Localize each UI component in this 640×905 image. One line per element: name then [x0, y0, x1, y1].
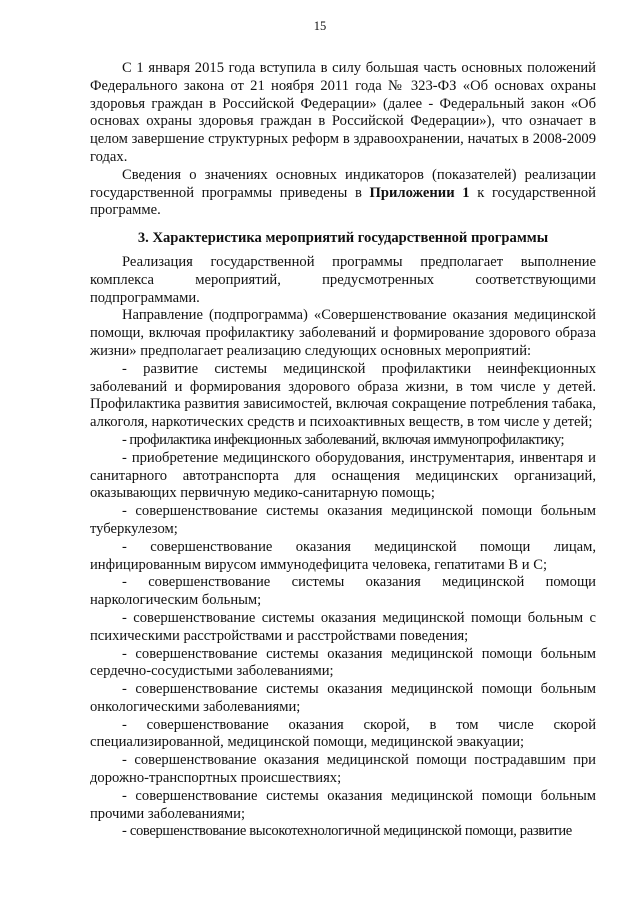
list-item: - совершенствование системы оказания медицинской помощи больным сердечно-сосудистыми заболеваниями;	[90, 646, 596, 682]
paragraph-implementation: Реализация государственной программы предполагает выполнение комплекса мероприятий, предусмотренных соответствующими подпрограммами.	[90, 253, 596, 306]
list-item: - совершенствование системы оказания медицинской помощи больным с психическими расстройствами и расстройствами поведения;	[90, 610, 596, 646]
document-body	[90, 60, 596, 841]
list-item: - совершенствование оказания скорой, в том числе скорой специализированной, медицинской помощи, медицинской эвакуации;	[90, 717, 596, 753]
list-item: - совершенствование высокотехнологичной медицинской помощи, развитие	[90, 823, 596, 841]
paragraph-direction: Направление (подпрограмма) «Совершенствование оказания медицинской помощи, включая профилактику заболеваний и формирование здорового образа жизни» предполагает реализацию следующих основных мероприятий:	[90, 307, 596, 359]
list-item: - совершенствование системы оказания медицинской помощи больным прочими заболеваниями;	[90, 788, 596, 824]
paragraph-indicators-text-start: Сведения о значениях основных индикаторов (показателей) реализации государственной программы приведены в	[90, 166, 596, 201]
paragraph-indicators-text-end: к государственной программе.	[90, 184, 596, 219]
list-item: - развитие системы медицинской профилактики неинфекционных заболеваний и формирования здорового образа жизни, в том числе у детей. Профилактика развития зависимостей, включая сокращение потребления табака, алкоголя, наркотических средств и психоактивных веществ, в том числе у детей;	[90, 361, 596, 432]
list-item: - совершенствование системы оказания медицинской помощи наркологическим больным;	[90, 574, 596, 610]
list-item: - совершенствование системы оказания медицинской помощи больным туберкулезом;	[90, 503, 596, 539]
section-heading: 3. Характеристика мероприятий государственной программы	[137, 230, 549, 247]
list-item: - совершенствование оказания медицинской помощи лицам, инфицированным вирусом иммунодефицита человека, гепатитами В и С;	[90, 539, 596, 575]
page-number: 15	[313, 19, 327, 33]
appendix-reference: Приложении 1	[369, 184, 470, 201]
paragraph-law-intro: С 1 января 2015 года вступила в силу большая часть основных положений Федерального закона от 21 ноября 2011 года № 323-ФЗ «Об основах охраны здоровья граждан в Российской Федерации» (далее - Федеральный закон «Об основах охраны здоровья граждан в Российской Федерации»), что означает в целом завершение структурных реформ в здравоохранении, начатых в 2008-2009 годах.	[90, 60, 596, 165]
list-item: - совершенствование системы оказания медицинской помощи больным онкологическими заболеваниями;	[90, 681, 596, 717]
list-item: - совершенствование оказания медицинской помощи пострадавшим при дорожно-транспортных происшествиях;	[90, 752, 596, 788]
measures-list	[90, 361, 596, 842]
paragraph-indicators	[90, 167, 596, 220]
list-item: - приобретение медицинского оборудования, инструментария, инвентаря и санитарного автотранспорта для оснащения медицинских организаций, оказывающих первичную медико-санитарную помощь;	[90, 450, 596, 503]
list-item: - профилактика инфекционных заболеваний, включая иммунопрофилактику;	[90, 432, 596, 450]
